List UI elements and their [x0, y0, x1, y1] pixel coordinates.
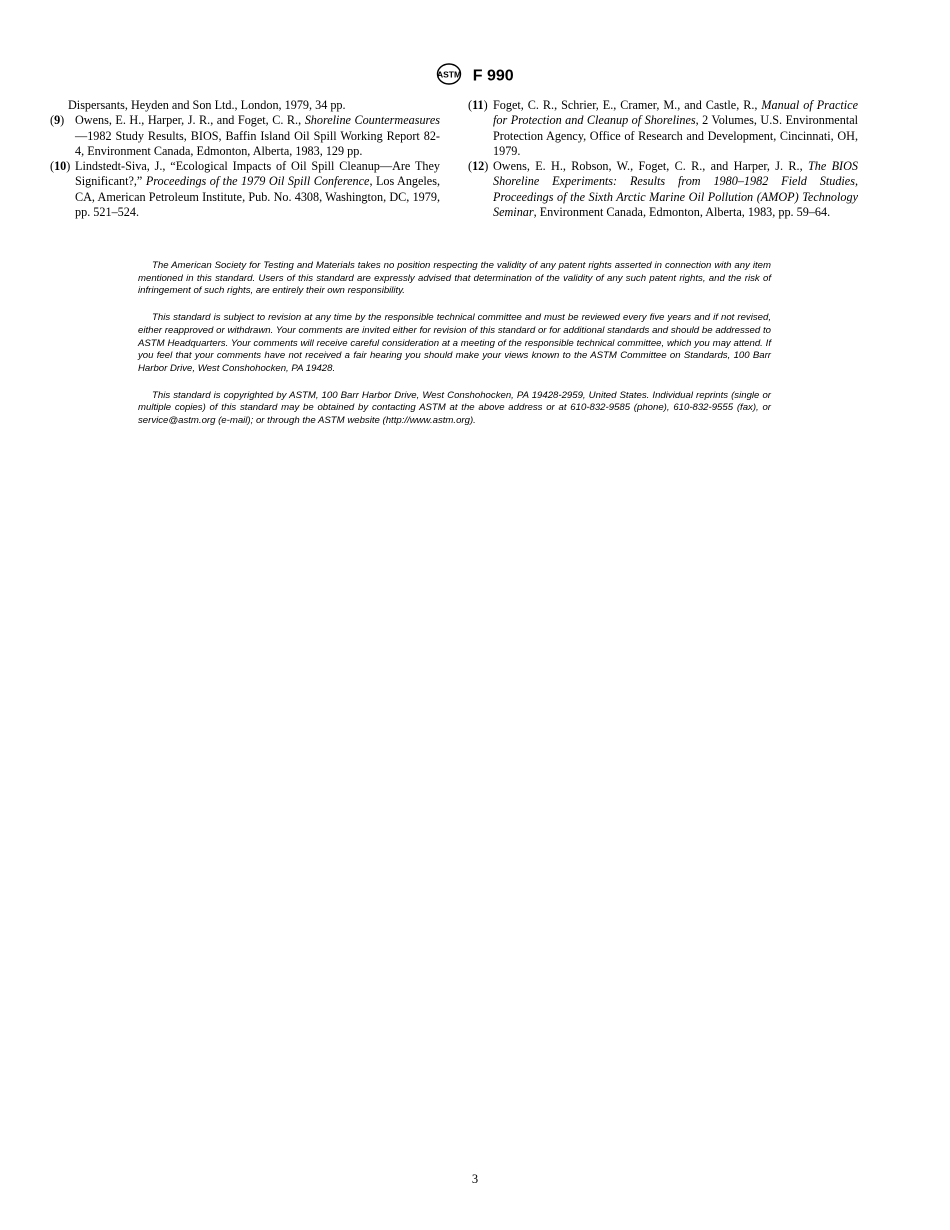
reference-12: (12) Owens, E. H., Robson, W., Foget, C. R., and Harper, J. R., The BIOS Shoreline Experiments: Results from 1980–1982 Field Studies, Proceedings of the Sixth Arctic Marine Oil Pollution (AMOP) Technology Seminar, Environment Canada, Edmonton, Alberta, 1983, pp. 59–64.: [468, 159, 858, 220]
page-header: [0, 63, 950, 90]
reference-9: (9) Owens, E. H., Harper, J. R., and Foget, C. R., Shoreline Countermeasures—1982 Study Results, BIOS, Baffin Island Oil Spill Working Report 82-4, Environment Canada, Edmonton, Alberta, 1983, 129 pp.: [50, 113, 440, 158]
revision-notice: This standard is subject to revision at any time by the responsible technical committee and must be reviewed every five years and if not revised, either reapproved or withdrawn. Your comments are invited either for revision of this standard or for additional standards and should be addressed to ASTM Headquarters. Your comments will receive careful consideration at a meeting of the responsible technical committee, which you may attend. If you feel that your comments have not received a fair hearing you should make your views known to the ASTM Committee on Standards, 100 Barr Harbor Drive, West Conshohocken, PA 19428.: [138, 312, 771, 374]
reference-number: (12): [468, 159, 489, 174]
svg-text:ASTM: ASTM: [437, 69, 462, 80]
copyright-notice: This standard is copyrighted by ASTM, 100 Barr Harbor Drive, West Conshohocken, PA 19428-2959, United States. Individual reprints (single or multiple copies) of this standard may be obtained by contacting ASTM at the above address or at 610-832-9585 (phone), 610-832-9555 (fax), or service@astm.org (e-mail); or through the ASTM website (http://www.astm.org).: [138, 389, 771, 427]
reference-10: (10) Lindstedt-Siva, J., “Ecological Impacts of Oil Spill Cleanup—Are They Significant?,” Proceedings of the 1979 Oil Spill Conference, Los Angeles, CA, American Petroleum Institute, Pub. No. 4308, Washington, DC, 1979, pp. 521–524.: [50, 159, 440, 220]
legal-notices: [138, 260, 771, 442]
reference-number: (9): [50, 113, 65, 128]
reference-number: (11): [468, 98, 488, 112]
astm-logo: [436, 63, 462, 90]
reference-number: (10): [50, 159, 71, 174]
references-left-column: [50, 98, 440, 220]
references-right-column: [468, 98, 858, 220]
reference-11: (11) Foget, C. R., Schrier, E., Cramer, M., and Castle, R., Manual of Practice for Protection and Cleanup of Shorelines, 2 Volumes, U.S. Environmental Protection Agency, Office of Research and Development, Cincinnati, OH, 1979.: [468, 98, 858, 158]
page-number: 3: [471, 1172, 479, 1186]
reference-continuation: Dispersants, Heyden and Son Ltd., London, 1979, 34 pp.: [68, 98, 346, 112]
patent-notice: The American Society for Testing and Materials takes no position respecting the validity of any patent rights asserted in connection with any item mentioned in this standard. Users of this standard are expressly advised that determination of the validity of any such patent rights, and the risk of infringement of such rights, are entirely their own responsibility.: [138, 260, 771, 297]
standard-designation: F 990: [472, 67, 514, 85]
